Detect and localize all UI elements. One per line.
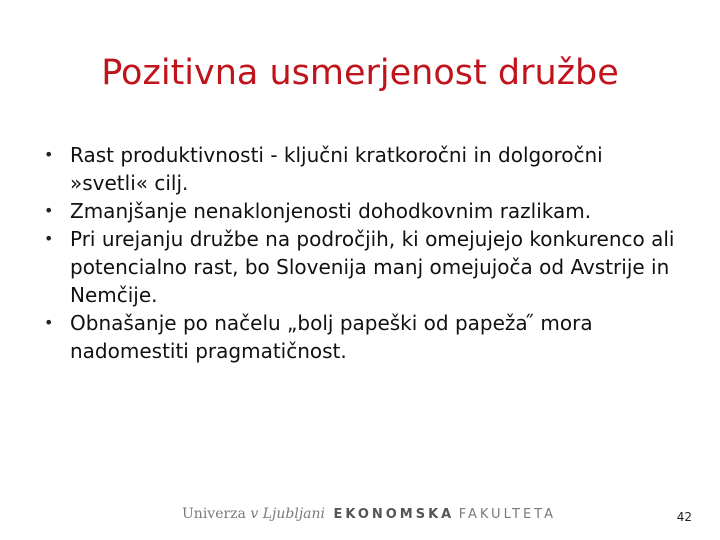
bullet-item bbox=[44, 225, 684, 309]
faculty-logo bbox=[182, 504, 556, 525]
slide-title: Pozitivna usmerjenost družbe bbox=[101, 53, 619, 93]
bullet-dot-icon: • bbox=[44, 313, 54, 332]
bullet-dot-icon: • bbox=[44, 145, 54, 164]
page-number: 42 bbox=[676, 510, 692, 524]
bullet-dot-icon: • bbox=[44, 229, 54, 248]
logo-univerza: Univerza bbox=[182, 506, 246, 522]
bullet-item bbox=[44, 197, 684, 225]
bullet-item bbox=[44, 309, 684, 365]
bullet-text: Zmanjšanje nenaklonjenosti dohodkovnim razlikam. bbox=[70, 199, 592, 223]
logo-ekonomska: EKONOMSKA bbox=[333, 507, 455, 522]
bullet-text: Rast produktivnosti - ključni kratkoročni in dolgoročni »svetli« cilj. bbox=[70, 143, 603, 195]
bullet-text: Pri urejanju družbe na področjih, ki omejujejo konkurenco ali potencialno rast, bo Slovenija manj omejujoča od Avstrije in Nemčije. bbox=[70, 227, 675, 307]
bullet-dot-icon: • bbox=[44, 201, 54, 220]
logo-v-ljubljani: v Ljubljani bbox=[250, 506, 325, 522]
logo-fakulteta: FAKULTETA bbox=[458, 507, 557, 522]
bullet-list bbox=[44, 141, 684, 365]
bullet-text: Obnašanje po načelu „bolj papeški od papeža ̋ mora nadomestiti pragmatičnost. bbox=[70, 311, 593, 363]
bullet-item bbox=[44, 141, 684, 197]
